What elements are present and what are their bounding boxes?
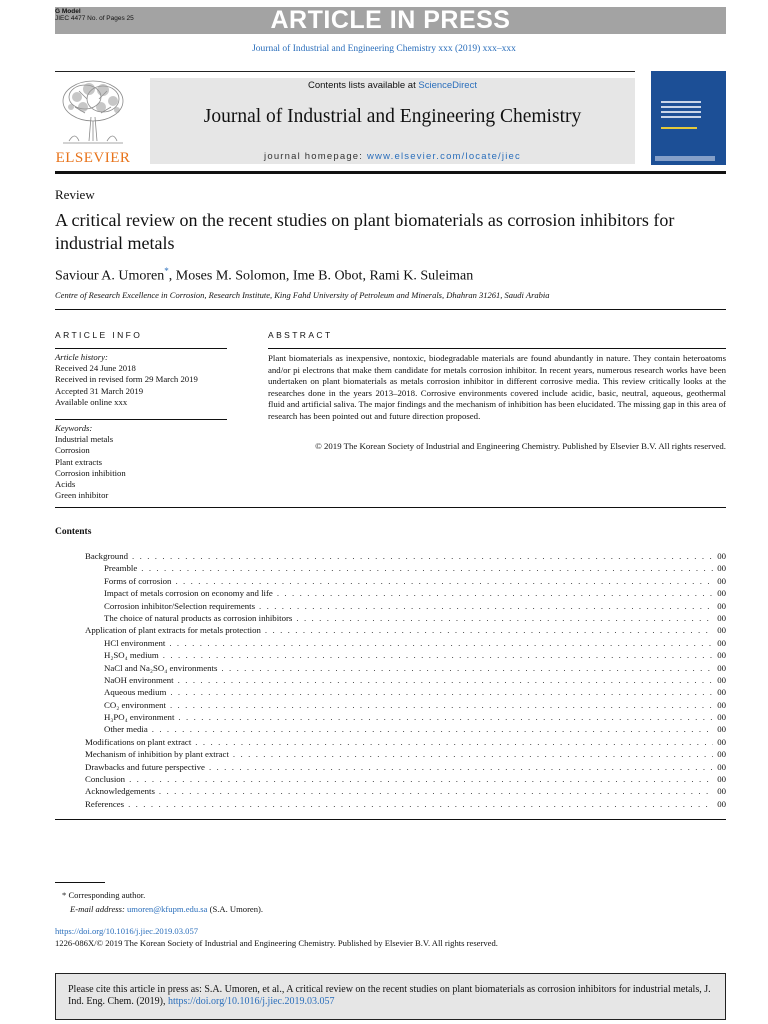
doi-link[interactable]: https://doi.org/10.1016/j.jiec.2019.03.057 <box>55 926 199 936</box>
toc-entry-page: 00 <box>717 612 726 623</box>
journal-homepage: journal homepage: www.elsevier.com/locate/jiec <box>264 151 521 162</box>
article-title: A critical review on the recent studies on plant biomaterials as corrosion inhibitors for industrial metals <box>55 210 675 253</box>
press-title: ARTICLE IN PRESS <box>270 6 511 34</box>
toc-entry-title: H₃PO₄ environment <box>104 712 175 723</box>
toc-entry[interactable] <box>0 711 768 723</box>
journal-masthead <box>150 78 635 164</box>
contents-available: Contents lists available at ScienceDirect <box>308 80 477 91</box>
toc-entry-page: 00 <box>717 625 726 636</box>
toc-entry-page: 00 <box>717 674 726 685</box>
toc-entry-page: 00 <box>717 798 726 809</box>
toc-leader-dots <box>170 686 713 698</box>
divider <box>55 819 726 820</box>
article-history: Article history: Received 24 June 2018 Received in revised form 29 March 2019 Accepted 31 March 2019 Available online xxx <box>55 352 198 407</box>
toc-entry[interactable] <box>0 600 768 612</box>
journal-name: Journal of Industrial and Engineering Chemistry <box>203 106 582 127</box>
article-in-press-banner <box>55 7 726 34</box>
manuscript-id: G Model JIEC 4477 No. of Pages 25 <box>55 8 134 22</box>
citation-box: Please cite this article in press as: S.A. Umoren, et al., A critical review on the recent studies on plant biomaterials as corrosion inhibitors for industrial metals, J. Ind. Eng. Chem. (2019), https://doi.org/10.1016/j.jiec.2019.03.057 <box>55 973 726 1020</box>
toc-entry[interactable] <box>0 624 768 636</box>
divider <box>55 348 227 349</box>
abstract-text: Plant biomaterials as inexpensive, nontoxic, biodegradable materials are found abundantly in nature. They contain heteroatoms and/or pi electrons that make them candidate for metals corrosion inhibitor. In recent years, numerous research works have been undertaken on plant biomaterials as metals corrosion inhibitor in different corrosive media. This review critically looks at the researches done in the years 2013–2018. Corrosive environments covered include acidic, basic, neutral, aqueous, geothermal fluid and artificial saliva. The major findings and the mechanism of inhibition has been elucidated. The missing gap in this area of research has been pointed out and future direction proposed. <box>268 353 726 421</box>
toc-entry-page: 00 <box>717 662 726 673</box>
toc-leader-dots <box>195 736 713 748</box>
author-list: Saviour A. Umoren*, Moses M. Solomon, Ime B. Obot, Rami K. Suleiman <box>55 266 474 284</box>
toc-entry-title: Other media <box>104 724 148 735</box>
table-of-contents <box>0 550 768 810</box>
toc-entry[interactable] <box>0 699 768 711</box>
toc-entry-title: Mechanism of inhibition by plant extract <box>85 749 229 760</box>
toc-entry[interactable] <box>0 785 768 797</box>
toc-entry[interactable] <box>0 686 768 698</box>
toc-leader-dots <box>175 575 713 587</box>
toc-entry[interactable] <box>0 587 768 599</box>
toc-leader-dots <box>178 674 714 686</box>
sciencedirect-link[interactable]: ScienceDirect <box>418 80 477 91</box>
toc-leader-dots <box>163 649 713 661</box>
toc-entry[interactable] <box>0 649 768 661</box>
toc-entry-page: 00 <box>717 588 726 599</box>
toc-entry-page: 00 <box>717 687 726 698</box>
footnote-divider <box>55 882 105 883</box>
toc-entry-title: Conclusion <box>85 774 126 785</box>
toc-entry-title: NaCl and Na₂SO₄ environments <box>104 662 218 673</box>
abstract-heading: ABSTRACT <box>268 330 333 340</box>
toc-leader-dots <box>209 761 713 773</box>
toc-entry-title: Modifications on plant extract <box>85 736 192 747</box>
homepage-link[interactable]: www.elsevier.com/locate/jiec <box>366 151 521 162</box>
journal-cover-image <box>651 71 726 165</box>
elsevier-tree-icon <box>55 77 131 151</box>
toc-entry-page: 00 <box>717 761 726 772</box>
keyword: Plant extracts <box>55 456 103 467</box>
toc-entry-title: Drawbacks and future perspective <box>85 761 205 772</box>
toc-leader-dots <box>221 662 713 674</box>
toc-entry[interactable] <box>0 736 768 748</box>
issn-copyright: 1226-086X/© 2019 The Korean Society of Industrial and Engineering Chemistry. Published by Elsevier B.V. All rights reserved. <box>55 938 498 948</box>
divider <box>55 171 726 174</box>
toc-entry-title: NaOH environment <box>104 674 174 685</box>
keyword: Industrial metals <box>55 434 114 445</box>
toc-entry-page: 00 <box>717 600 726 611</box>
toc-entry[interactable] <box>0 550 768 562</box>
journal-citation-link[interactable]: Journal of Industrial and Engineering Chemistry xxx (2019) xxx–xxx <box>252 44 516 54</box>
divider <box>268 348 726 349</box>
affiliation: Centre of Research Excellence in Corrosion, Research Institute, King Fahd University of Petroleum and Minerals, Dhahran 31261, Saudi Arabia <box>55 290 550 300</box>
toc-leader-dots <box>141 562 713 574</box>
toc-entry-page: 00 <box>717 774 726 785</box>
email-link[interactable]: umoren@kfupm.edu.sa <box>126 903 208 914</box>
toc-entry-title: References <box>85 798 125 809</box>
abstract-copyright: © 2019 The Korean Society of Industrial and Engineering Chemistry. Published by Elsevier B.V. All rights reserved. <box>315 441 726 451</box>
toc-leader-dots <box>129 773 713 785</box>
toc-leader-dots <box>169 637 713 649</box>
toc-entry-page: 00 <box>717 724 726 735</box>
toc-entry[interactable] <box>0 761 768 773</box>
toc-entry-page: 00 <box>717 786 726 797</box>
toc-entry-title: Corrosion inhibitor/Selection requirements <box>104 600 255 611</box>
toc-entry[interactable] <box>0 612 768 624</box>
toc-entry[interactable] <box>0 637 768 649</box>
divider <box>55 419 227 420</box>
footnote <box>62 889 263 916</box>
toc-leader-dots <box>132 550 713 562</box>
keyword: Corrosion <box>55 445 90 456</box>
toc-entry-title: CO₂ environment <box>104 699 166 710</box>
corresponding-author-note: * Corresponding author. <box>62 890 146 900</box>
toc-leader-dots <box>159 785 713 797</box>
toc-entry-title: Preamble <box>104 563 138 574</box>
keyword: Green inhibitor <box>55 490 109 501</box>
toc-entry-title: Application of plant extracts for metals protection <box>85 625 261 636</box>
toc-leader-dots <box>296 612 713 624</box>
citation-doi-link[interactable]: https://doi.org/10.1016/j.jiec.2019.03.057 <box>168 996 335 1007</box>
toc-entry[interactable] <box>0 674 768 686</box>
keyword: Acids <box>55 479 76 490</box>
toc-entry[interactable] <box>0 773 768 785</box>
toc-entry-page: 00 <box>717 650 726 661</box>
toc-entry-page: 00 <box>717 736 726 747</box>
toc-leader-dots <box>265 624 713 636</box>
toc-leader-dots <box>152 723 713 735</box>
article-type: Review <box>55 187 95 202</box>
toc-entry[interactable] <box>0 798 768 810</box>
toc-entry-title: Impact of metals corrosion on economy and life <box>104 588 273 599</box>
toc-entry-page: 00 <box>717 749 726 760</box>
toc-leader-dots <box>170 699 713 711</box>
keyword: Corrosion inhibition <box>55 467 126 478</box>
toc-leader-dots <box>178 711 713 723</box>
elsevier-wordmark: ELSEVIER <box>55 150 131 166</box>
elsevier-logo <box>55 77 131 165</box>
toc-leader-dots <box>233 748 713 760</box>
toc-entry-title: Forms of corrosion <box>104 575 172 586</box>
toc-entry[interactable] <box>0 575 768 587</box>
toc-entry-page: 00 <box>717 575 726 586</box>
toc-entry[interactable] <box>0 723 768 735</box>
toc-entry-page: 00 <box>717 551 726 561</box>
toc-leader-dots <box>259 600 713 612</box>
toc-entry-title: Aqueous medium <box>104 687 167 698</box>
toc-entry-page: 00 <box>717 699 726 710</box>
toc-entry[interactable] <box>0 748 768 760</box>
toc-entry-title: HCl environment <box>104 637 166 648</box>
toc-entry-title: The choice of natural products as corrosion inhibitors <box>104 612 293 623</box>
keywords: Keywords: Industrial metals Corrosion Plant extracts Corrosion inhibition Acids Green inhibitor <box>55 423 126 501</box>
email-line: E-mail address: umoren@kfupm.edu.sa (S.A. Umoren). <box>70 903 264 914</box>
toc-leader-dots <box>128 798 713 810</box>
divider <box>55 507 726 508</box>
toc-entry-page: 00 <box>717 637 726 648</box>
toc-entry-title: Acknowledgements <box>85 786 155 797</box>
article-info-heading: ARTICLE INFO <box>55 330 143 340</box>
toc-entry-title: Background <box>85 551 128 561</box>
divider <box>55 309 726 310</box>
toc-entry[interactable] <box>0 562 768 574</box>
contents-heading: Contents <box>55 527 92 537</box>
corresponding-author-marker[interactable]: * <box>164 266 169 276</box>
toc-entry-page: 00 <box>717 563 726 574</box>
divider <box>55 71 635 72</box>
toc-leader-dots <box>277 587 713 599</box>
toc-entry[interactable] <box>0 662 768 674</box>
toc-entry-page: 00 <box>717 712 726 723</box>
toc-entry-title: H₂SO₄ medium <box>104 650 159 661</box>
